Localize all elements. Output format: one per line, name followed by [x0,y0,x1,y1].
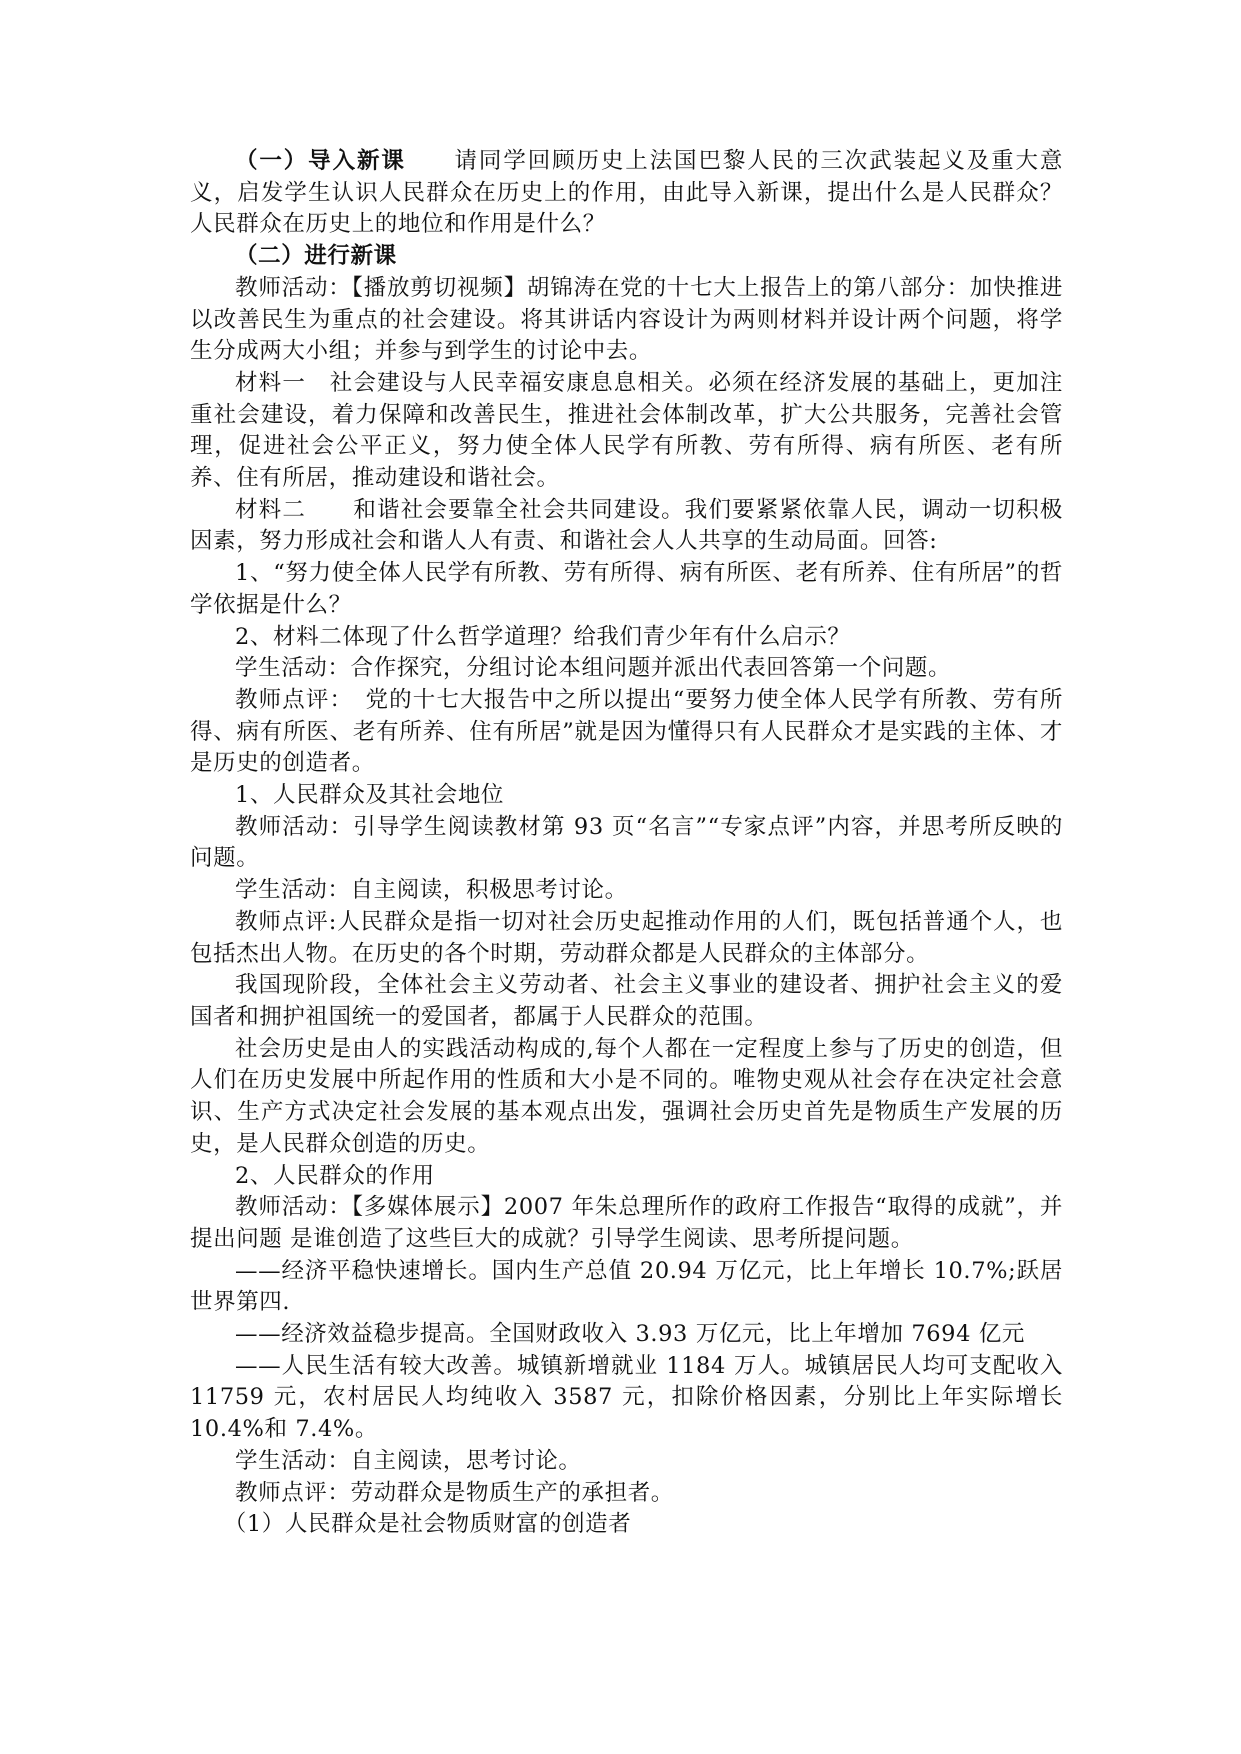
paragraph-student-activity-2: 学生活动：自主阅读，积极思考讨论。 [235,877,628,904]
paragraph-scope: 我国现阶段，全体社会主义劳动者、社会主义事业的建设者、拥护社会主义的爱国者和拥护祖国统一的爱国者，都属于人民群众的范围。 [190,972,1063,1030]
paragraph-teacher-activity-2: 教师活动：引导学生阅读教材第 93 页“名言”“专家点评”内容，并思考所反映的问题。 [190,813,1063,872]
paragraph-economy-growth: ——经济平稳快速增长。国内生产总值 20.94 万亿元，比上年增长 10.7%;跃居世界第四. [190,1257,1063,1316]
paragraph-question-2: 2、材料二体现了什么哲学道理？给我们青少年有什么启示？ [235,623,851,650]
paragraph-teacher-activity-3: 教师活动：【多媒体展示】2007 年朱总理所作的政府工作报告“取得的成就”，并提出问题 是谁创造了这些巨大的成就？引导学生阅读、思考所提问题。 [190,1194,1063,1252]
document-page [190,146,1063,1541]
paragraph-teacher-activity-1: 教师活动：【播放剪切视频】胡锦涛在党的十七大上报告上的第八部分：加快推进以改善民生为重点的社会建设。将其讲话内容设计为两则材料并设计两个问题，将学生分成两大小组；并参与到学生的讨论中去。 [190,274,1063,365]
paragraph-point-1: （1）人民群众是社会物质财富的创造者 [223,1511,632,1538]
paragraph-question-1: 1、“努力使全体人民学有所教、劳有所得、病有所医、老有所养、住有所居”的哲学依据是什么？ [190,560,1063,618]
paragraph-subheading-2: 2、人民群众的作用 [235,1162,435,1189]
intro-paragraph [190,146,1063,241]
paragraph-material-2: 材料二 和谐社会要靠全社会共同建设。我们要紧紧依靠人民，调动一切积极因素，努力形成社会和谐人人有责、和谐社会人人共享的生动局面。回答: [190,496,1063,555]
paragraph-teacher-comment-2: 教师点评:人民群众是指一切对社会历史起推动作用的人们，既包括普通个人，也包括杰出人物。在历史的各个时期，劳动群众都是人民群众的主体部分。 [190,908,1063,967]
intro-text: 请同学回顾历史上法国巴黎人民的三次武装起义及重大意义，启发学生认识人民群众在历史上的作用，由此导入新课，提出什么是人民群众？人民群众在历史上的地位和作用是什么？ [190,148,1064,238]
paragraph-living-standard: ——人民生活有较大改善。城镇新增就业 1184 万人。城镇居民人均可支配收入 11759 元，农村居民人均纯收入 3587 元，扣除价格因素，分别比上年实际增长 10.4%和 7.4%。 [190,1352,1063,1443]
paragraph-history: 社会历史是由人的实践活动构成的,每个人都在一定程度上参与了历史的创造，但人们在历史发展中所起作用的性质和大小是不同的。唯物史观从社会存在决定社会意识、生产方式决定社会发展的基本观点出发，强调社会历史首先是物质生产发展的历史，是人民群众创造的历史。 [190,1035,1063,1157]
paragraph-teacher-comment-3: 教师点评：劳动群众是物质生产的承担者。 [235,1479,674,1506]
paragraph-material-1: 材料一 社会建设与人民幸福安康息息相关。必须在经济发展的基础上，更加注重社会建设，着力保障和改善民生，推进社会体制改革，扩大公共服务，完善社会管理，促进社会公平正义，努力使全体人民学有所教、劳有所得、病有所医、老有所养、住有所居，推动建设和谐社会。 [190,369,1063,492]
paragraph-student-activity-3: 学生活动：自主阅读，思考讨论。 [235,1447,582,1474]
paragraph-student-activity-1: 学生活动：合作探究，分组讨论本组问题并派出代表回答第一个问题。 [235,655,952,682]
paragraph-subheading-1: 1、人民群众及其社会地位 [235,782,505,809]
paragraph-teacher-comment-1: 教师点评： 党的十七大报告中之所以提出“要努力使全体人民学有所教、劳有所得、病有所医、老有所养、住有所居”就是因为懂得只有人民群众才是实践的主体、才是历史的创造者。 [190,686,1063,777]
section2-heading: （二）进行新课 [235,243,397,270]
paragraph-economy-efficiency: ——经济效益稳步提高。全国财政收入 3.93 万亿元，比上年增加 7694 亿元 [235,1321,1025,1348]
intro-heading: （一）导入新课 [235,148,406,174]
